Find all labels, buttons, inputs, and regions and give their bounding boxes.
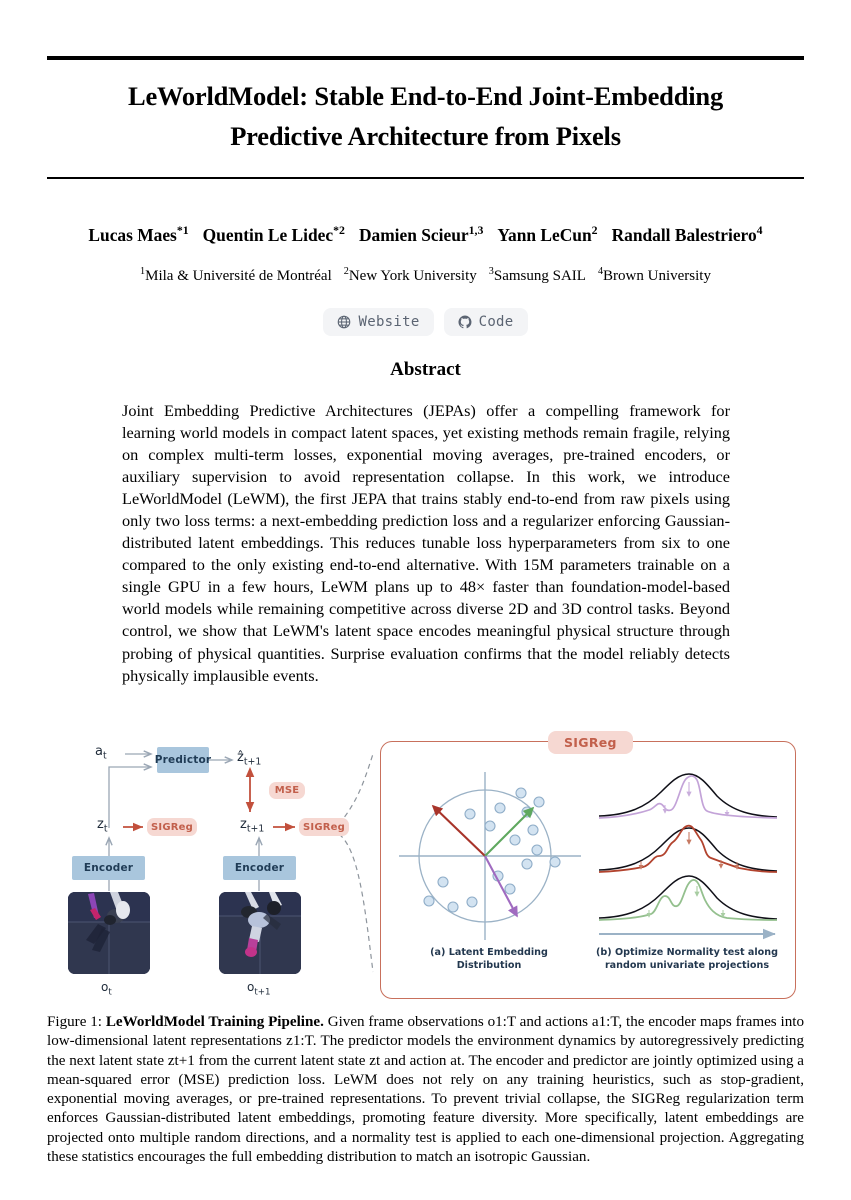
author-4-marks: 4 — [756, 223, 763, 238]
observation-t1-label: $o_{t+1}$ — [247, 980, 271, 998]
code-badge-label: Code — [478, 314, 514, 330]
sigreg-left-label: SIGReg — [151, 821, 193, 833]
author-0: Lucas Maes$^{*1}$ — [88, 223, 189, 245]
link-badge-row — [0, 308, 851, 336]
author-3-marks: 2 — [591, 223, 598, 238]
caption-prefix: Figure 1: — [47, 1014, 106, 1030]
globe-icon — [337, 315, 351, 329]
affiliation-2: $^3$Samsung SAIL — [488, 266, 586, 284]
page-title — [47, 76, 804, 156]
figure-1 — [47, 728, 804, 1010]
github-icon — [458, 315, 472, 329]
header-rule-bottom — [47, 177, 804, 179]
observation-frame-t1 — [219, 892, 301, 974]
latent-t1-label: $z_{t+1}$ — [240, 817, 265, 835]
author-0-marks: *1 — [176, 223, 189, 238]
predictor-box — [154, 747, 212, 773]
sigreg-pill-left — [147, 818, 197, 836]
figure-caption — [47, 1013, 804, 1167]
predicted-latent-label: ẑ$_{t+1}$ — [237, 750, 262, 768]
author-2: Damien Scieur$^{1,3}$ — [358, 223, 484, 245]
header-rule-top — [47, 56, 804, 60]
robot-scene-t — [68, 892, 150, 974]
panel-caption-a: (a) Latent Embedding Distribution — [430, 947, 548, 971]
predictor-label: Predictor — [154, 754, 212, 766]
code-badge[interactable] — [444, 308, 528, 336]
affiliation-list — [47, 266, 804, 286]
website-badge[interactable] — [323, 308, 433, 336]
title-line-1: LeWorldModel: Stable End-to-End Joint-Embedding — [127, 81, 724, 111]
sigreg-panel-title: SIGReg — [548, 731, 633, 754]
encoder-box-right — [223, 856, 296, 880]
encoder-box-left — [72, 856, 145, 880]
encoder-right-label: Encoder — [234, 862, 285, 874]
encoder-left-label: Encoder — [83, 862, 134, 874]
author-3: Yann LeCun$^2$ — [497, 223, 598, 245]
sigreg-right-label: SIGReg — [303, 821, 345, 833]
panel-caption-b: (b) Optimize Normality test along random univariate projections — [596, 947, 778, 971]
title-line-2: Predictive Architecture from Pixels — [230, 121, 621, 151]
abstract-heading: Abstract — [390, 359, 461, 380]
author-list — [47, 224, 804, 247]
sigreg-pill-right — [299, 818, 349, 836]
mse-label: MSE — [274, 785, 300, 796]
abstract-body: Joint Embedding Predictive Architectures (JEPAs) offer a compelling framework for learning world models in compact latent spaces, yet existing methods remain fragile, relying on complex multi-term losses, exponential moving averages, pre-trained encoders, or auxiliary supervision to avoid representation collapse. In this work, we introduce LeWorldModel (LeWM), the first JEPA that trains stably end-to-end from raw pixels using only two loss terms: a next-embedding prediction loss and a regularizer enforcing Gaussian-distributed latent embeddings. This reduces tunable loss hyperparameters from six to one compared to the only existing end-to-end alternative. With 15M parameters trainable on a single GPU in a few hours, LeWM plans up to 48× faster than foundation-model-based world models while remaining competitive across diverse 2D and 3D control tasks. Beyond control, we show that LeWM's latent space encodes meaningful physical structure through probing of physical quantities. Surprise evaluation confirms that the model reliably detects physically implausible events. — [122, 401, 730, 685]
caption-bold: LeWorldModel Training Pipeline. — [105, 1014, 324, 1030]
mse-pill — [269, 782, 305, 799]
affiliation-0: $^1$Mila & Université de Montréal — [140, 266, 332, 284]
observation-frame-t — [68, 892, 150, 974]
author-2-marks: 1,3 — [468, 223, 484, 238]
robot-scene-t1 — [219, 892, 301, 974]
caption-rest: Given frame observations o1:T and actions a1:T, the encoder maps frames into low-dimensional latent representations z1:T. The predictor models the environment dynamics by autoregressively predicting the next latent state zt+1 from the current latent state zt and action at. The encoder and predictor are jointly optimized using a mean-squared error (MSE) prediction loss. LeWM does not rely on any training heuristics, such as stop-gradient, exponential moving averages, or pre-trained representations. To prevent trivial collapse, the SIGReg regularization term enforces Gaussian-distributed latent embeddings, promoting feature diversity. More specifically, latent embeddings are projected onto multiple random directions, and a normality test is applied to each one-dimensional projection. Aggregating these statistics encourages the full embedding distribution to match an isotropic Gaussian. — [47, 1014, 804, 1166]
author-1-marks: *2 — [333, 223, 345, 238]
latent-t-label: $z_t$ — [97, 817, 108, 835]
author-1: Quentin Le Lidec$^{*2}$ — [202, 223, 345, 245]
author-4: Randall Balestriero$^4$ — [611, 223, 763, 245]
action-label: $a_t$ — [95, 744, 107, 762]
latent-embedding-scatter — [395, 768, 585, 943]
observation-t-label: $o_t$ — [101, 980, 112, 998]
affiliation-3: $^4$Brown University — [597, 266, 711, 284]
affiliation-1: $^2$New York University — [343, 266, 477, 284]
website-badge-label: Website — [358, 314, 420, 330]
normality-distribution-plots — [597, 768, 782, 943]
